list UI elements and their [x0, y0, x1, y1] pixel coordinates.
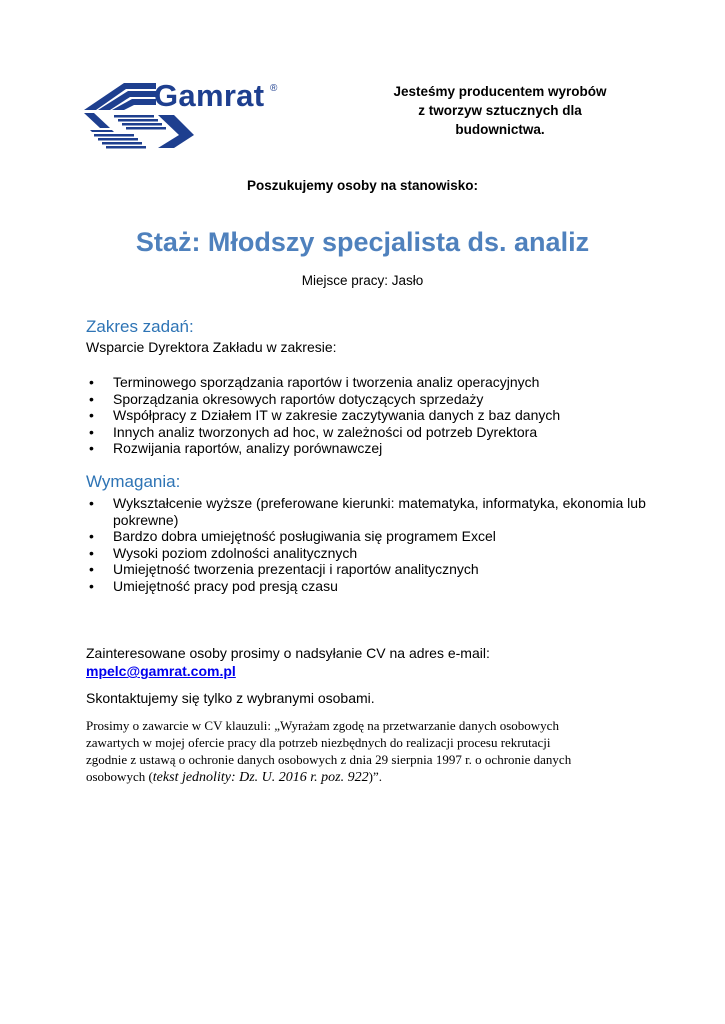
company-logo [84, 80, 294, 150]
clause-line: zgodnie z ustawą o ochronie danych osobowych z dnia 29 sierpnia 1997 r. o ochronie danych [86, 752, 572, 767]
list-item: • Wykształcenie wyższe (preferowane kierunki: matematyka, informatyka, ekonomia lub pokrewne) [86, 495, 646, 528]
seeking-heading: Poszukujemy osoby na stanowisko: [246, 178, 479, 193]
email-link[interactable]: mpelc@gamrat.com.pl [86, 663, 236, 679]
contact-notice: Skontaktujemy się tylko z wybranymi osobami. [86, 690, 375, 706]
tasks-heading: Zakres zadań: [86, 317, 194, 336]
clause-suffix: )”. [368, 769, 382, 784]
list-item: • Innych analiz tworzonych ad hoc, w zależności od potrzeb Dyrektora [86, 424, 646, 441]
tagline-line: z tworzyw sztucznych dla [418, 103, 582, 118]
clause-line [86, 768, 646, 786]
list-item: • Umiejętność pracy pod presją czasu [86, 578, 646, 595]
tasks-list [86, 374, 646, 457]
list-item: • Wysoki poziom zdolności analitycznych [86, 545, 646, 562]
logo-wordmark: Gamrat [154, 78, 265, 113]
job-title: Staż: Młodszy specjalista ds. analiz [135, 227, 590, 257]
requirements-list [86, 495, 646, 594]
tasks-intro: Wsparcie Dyrektora Zakładu w zakresie: [86, 339, 337, 355]
registered-mark: ® [270, 83, 278, 94]
company-tagline [375, 82, 625, 139]
clause-legal-reference: tekst jednolity: Dz. U. 2016 r. poz. 922 [152, 770, 369, 785]
list-item: • Bardzo dobra umiejętność posługiwania się programem Excel [86, 528, 646, 545]
list-item: • Sporządzania okresowych raportów dotyczących sprzedaży [86, 391, 646, 408]
contact-text: Zainteresowane osoby prosimy o nadsyłanie CV na adres e-mail: [86, 645, 490, 661]
tagline-line: Jesteśmy producentem wyrobów [393, 84, 607, 99]
list-item: • Umiejętność tworzenia prezentacji i raportów analitycznych [86, 561, 646, 578]
clause-line: zawartych w mojej ofercie pracy dla potrzeb niezbędnych do realizacji procesu rekrutacji [86, 735, 551, 750]
requirements-heading: Wymagania: [86, 472, 181, 491]
list-item: • Terminowego sporządzania raportów i tworzenia analiz operacyjnych [86, 374, 646, 391]
clause-line: Prosimy o zawarcie w CV klauzuli: „Wyrażam zgodę na przetwarzanie danych osobowych [86, 718, 559, 733]
clause-prefix: osobowych ( [86, 769, 153, 784]
job-location: Miejsce pracy: Jasło [301, 273, 424, 288]
consent-clause [86, 717, 646, 786]
list-item: • Rozwijania raportów, analizy porównawczej [86, 440, 646, 457]
list-item: • Współpracy z Działem IT w zakresie zaczytywania danych z baz danych [86, 407, 646, 424]
tagline-line: budownictwa. [455, 122, 545, 137]
